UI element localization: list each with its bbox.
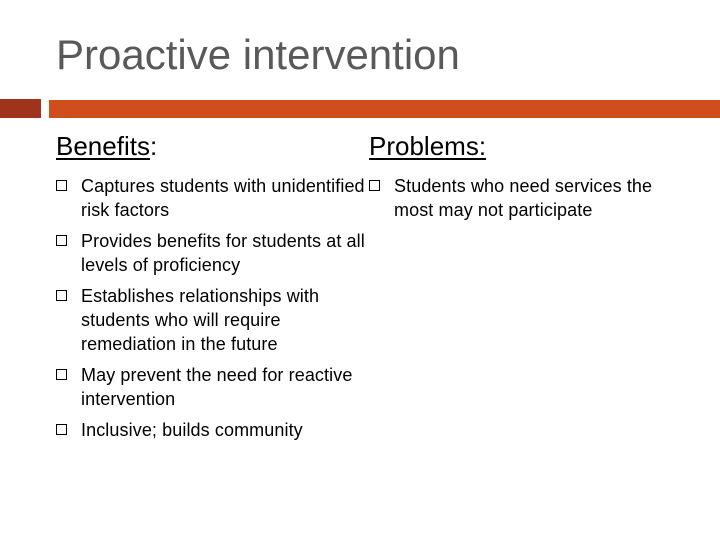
list-item [56,418,372,442]
problems-heading-text: Problems: [369,131,487,161]
problems-heading [369,131,486,162]
list-item-text: May prevent the need for reactive intervention [81,365,353,409]
list-item-text: Inclusive; builds community [81,420,303,440]
slide-title: Proactive intervention [56,31,460,78]
list-item-text: Captures students with unidentified risk factors [81,176,365,220]
benefits-heading-text: Benefits [56,131,150,161]
list-item [56,363,372,411]
hollow-square-bullet-icon [56,180,67,191]
hollow-square-bullet-icon [56,290,67,301]
list-item-text: Students who need services the most may not participate [394,176,653,220]
benefits-heading [56,131,157,162]
list-item [56,229,372,277]
title-rule-line [49,100,720,118]
hollow-square-bullet-icon [56,369,67,380]
hollow-square-bullet-icon [56,235,67,246]
benefits-heading-colon: : [149,131,158,161]
title-rule-block [0,99,41,118]
list-item-text: Provides benefits for students at all levels of proficiency [81,231,365,275]
problems-list [369,174,689,229]
hollow-square-bullet-icon [369,180,380,191]
list-item [56,284,372,356]
hollow-square-bullet-icon [56,424,67,435]
list-item [56,174,372,222]
benefits-list [56,174,372,449]
list-item [369,174,689,222]
list-item-text: Establishes relationships with students who will require remediation in the future [81,286,320,354]
